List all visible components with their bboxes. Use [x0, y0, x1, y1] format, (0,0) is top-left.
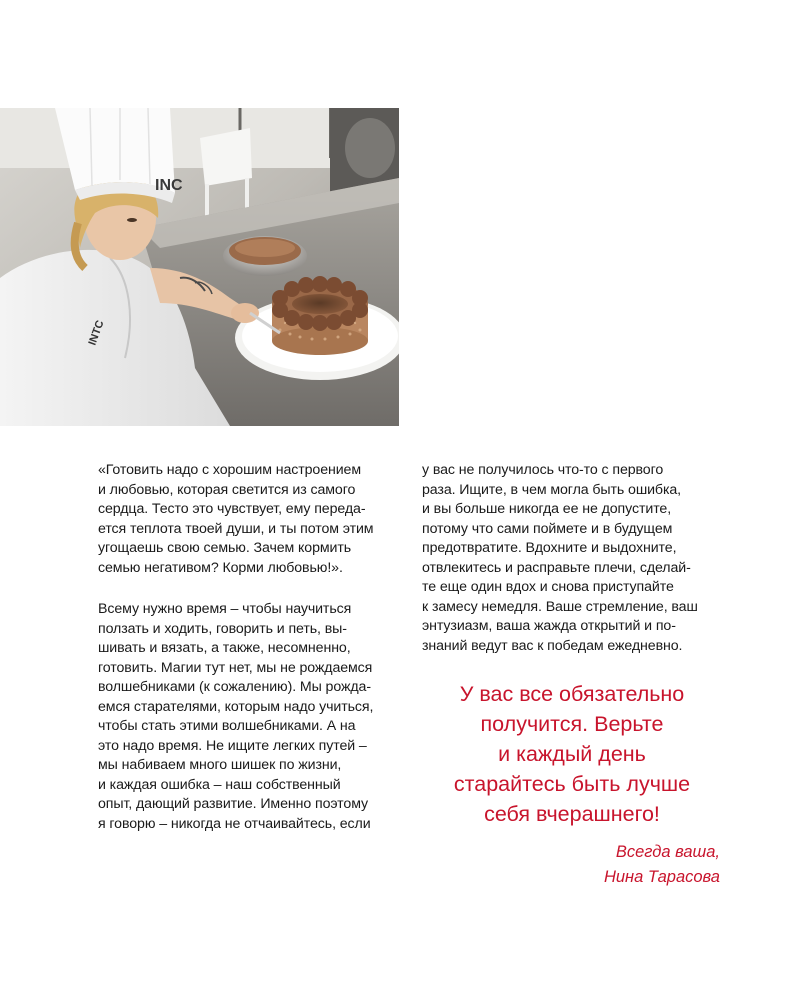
hat-logo: INC — [155, 177, 183, 194]
signature-author: Нина Тарасова — [603, 868, 720, 886]
text-line: предотвратите. Вдохните и выдохните, — [422, 540, 677, 556]
left-paragraph-1 — [98, 461, 408, 578]
quote-line: себя вчерашнего! — [484, 802, 660, 826]
text-line: шивать и вязать, а также, несомненно, — [98, 640, 351, 656]
text-line: готовить. Магии тут нет, мы не рождаемся — [98, 659, 373, 676]
text-line: ползать и ходить, говорить и петь, вы- — [98, 620, 347, 637]
quote-line: получится. Верьте — [480, 712, 664, 736]
jacket-logo: INTC — [86, 318, 107, 348]
quote-line: У вас все обязательно — [459, 682, 685, 706]
text-line: чтобы стать этими волшебниками. А на — [98, 718, 356, 734]
text-line: «Готовить надо с хорошим настроением — [98, 462, 361, 478]
text-line: те еще один вдох и снова приступайте — [422, 579, 674, 595]
text-line: и каждая ошибка – наш собственный — [98, 776, 341, 793]
signature-line: Всегда ваша, — [615, 843, 720, 861]
text-line: ется теплота твоей души, и ты потом этим — [98, 520, 374, 537]
text-line: и вы больше никогда ее не допустите, — [422, 501, 672, 517]
text-line: потому что сами поймете и в будущем — [422, 520, 673, 537]
text-line: у вас не получилось что-то с первого — [422, 462, 664, 478]
text-line: раза. Ищите, в чем могла быть ошибка, — [422, 481, 682, 498]
left-text-column — [98, 461, 408, 834]
text-line: и любовью, которая светится из самого — [98, 481, 356, 498]
text-line: Всему нужно время – чтобы научиться — [98, 601, 352, 617]
text-line: сердца. Тесто это чувствует, ему переда- — [98, 501, 366, 517]
quote-line: и каждый день — [498, 742, 646, 766]
text-line: это надо время. Не ищите легких путей – — [98, 737, 367, 754]
text-line: семью негативом? Корми любовью!». — [98, 559, 343, 576]
chef-photo — [0, 108, 399, 426]
highlight-quote — [422, 679, 722, 829]
signature — [604, 840, 720, 890]
paragraph-spacer — [98, 578, 408, 600]
text-line: отвлекитесь и расправьте плечи, сделай- — [422, 559, 691, 576]
text-line: угощаешь свою семью. Зачем кормить — [98, 540, 352, 556]
text-line: я говорю – никогда не отчаивайтесь, если — [98, 815, 371, 832]
quote-line: старайтесь быть лучше — [453, 772, 691, 796]
text-line: мы набиваем много шишек по жизни, — [98, 757, 342, 773]
right-text-column — [422, 461, 722, 656]
text-line: знаний ведут вас к победам ежедневно. — [422, 637, 683, 654]
text-line: опыт, дающий развитие. Именно поэтому — [98, 796, 369, 812]
text-line: волшебниками (к сожалению). Мы рожда- — [98, 679, 371, 695]
left-paragraph-2 — [98, 600, 408, 834]
text-line: к замесу немедля. Ваше стремление, ваш — [422, 598, 698, 615]
text-line: энтузиазм, ваша жажда открытий и по- — [422, 618, 676, 634]
text-line: емся старателями, которым надо учиться, — [98, 698, 374, 715]
